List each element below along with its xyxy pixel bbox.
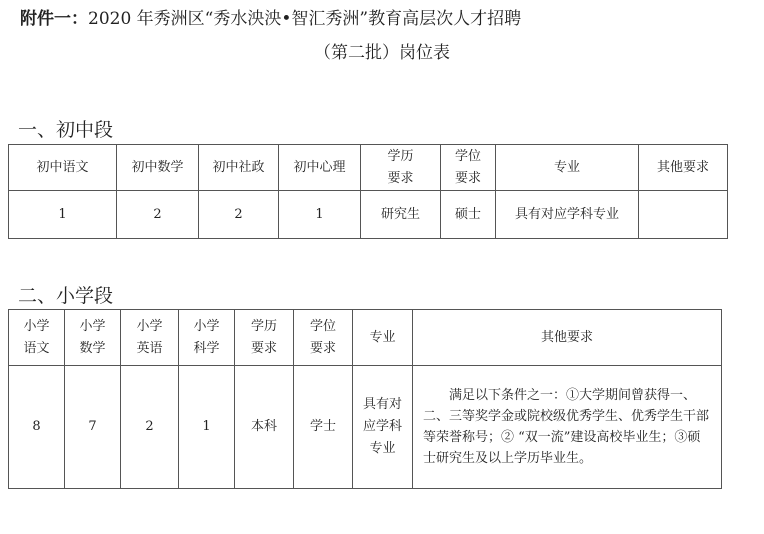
table-cell: 硕士 bbox=[441, 191, 496, 239]
header-cell: 学历要求 bbox=[235, 310, 294, 366]
header-cell: 小学语文 bbox=[9, 310, 65, 366]
table-cell: 1 bbox=[9, 191, 117, 239]
table-cell: 2 bbox=[121, 366, 179, 489]
attachment-label: 附件一： bbox=[20, 9, 88, 29]
header-cell: 专业 bbox=[496, 145, 639, 191]
table-cell bbox=[639, 191, 728, 239]
table-cell: 2 bbox=[117, 191, 199, 239]
table-cell: 1 bbox=[179, 366, 235, 489]
header-cell: 初中心理 bbox=[279, 145, 361, 191]
header-cell: 初中数学 bbox=[117, 145, 199, 191]
table-cell: 具有对应学科专业 bbox=[496, 191, 639, 239]
header-cell: 其他要求 bbox=[639, 145, 728, 191]
header-cell: 小学科学 bbox=[179, 310, 235, 366]
header-cell: 初中语文 bbox=[9, 145, 117, 191]
table-cell: 具有对应学科专业 bbox=[353, 366, 413, 489]
table-cell: 学士 bbox=[294, 366, 353, 489]
table-cell: 研究生 bbox=[361, 191, 441, 239]
table-cell: 8 bbox=[9, 366, 65, 489]
table-row bbox=[9, 191, 728, 239]
table-cell: 7 bbox=[65, 366, 121, 489]
section-title-middle-school: 一、初中段 bbox=[18, 119, 114, 141]
table-header-row bbox=[9, 145, 728, 191]
document-title-line2: （第二批）岗位表 bbox=[314, 43, 450, 63]
table-row bbox=[9, 366, 722, 489]
other-requirements-text: 满足以下条件之一：①大学期间曾获得一、二、三等奖学金或院校级优秀学生、优秀学生干部等荣誉称号；② “双一流”建设高校毕业生；③硕士研究生及以上学历毕业生。 bbox=[423, 388, 710, 466]
middle-school-positions-table bbox=[8, 144, 728, 239]
table-header-row bbox=[9, 310, 722, 366]
header-cell: 小学数学 bbox=[65, 310, 121, 366]
header-cell: 初中社政 bbox=[199, 145, 279, 191]
header-cell: 学位要求 bbox=[294, 310, 353, 366]
document-title-line1 bbox=[20, 6, 521, 32]
title-text: 2020 年秀洲区“秀水泱泱•智汇秀洲”教育高层次人才招聘 bbox=[88, 9, 522, 29]
primary-school-positions-table bbox=[8, 309, 722, 489]
table-cell: 本科 bbox=[235, 366, 294, 489]
other-requirements-cell bbox=[413, 366, 722, 489]
header-cell: 学位要求 bbox=[441, 145, 496, 191]
section-title-primary-school: 二、小学段 bbox=[18, 285, 114, 307]
header-cell: 专业 bbox=[353, 310, 413, 366]
header-cell: 小学英语 bbox=[121, 310, 179, 366]
table-cell: 2 bbox=[199, 191, 279, 239]
header-cell: 其他要求 bbox=[413, 310, 722, 366]
table-cell: 1 bbox=[279, 191, 361, 239]
header-cell: 学历要求 bbox=[361, 145, 441, 191]
